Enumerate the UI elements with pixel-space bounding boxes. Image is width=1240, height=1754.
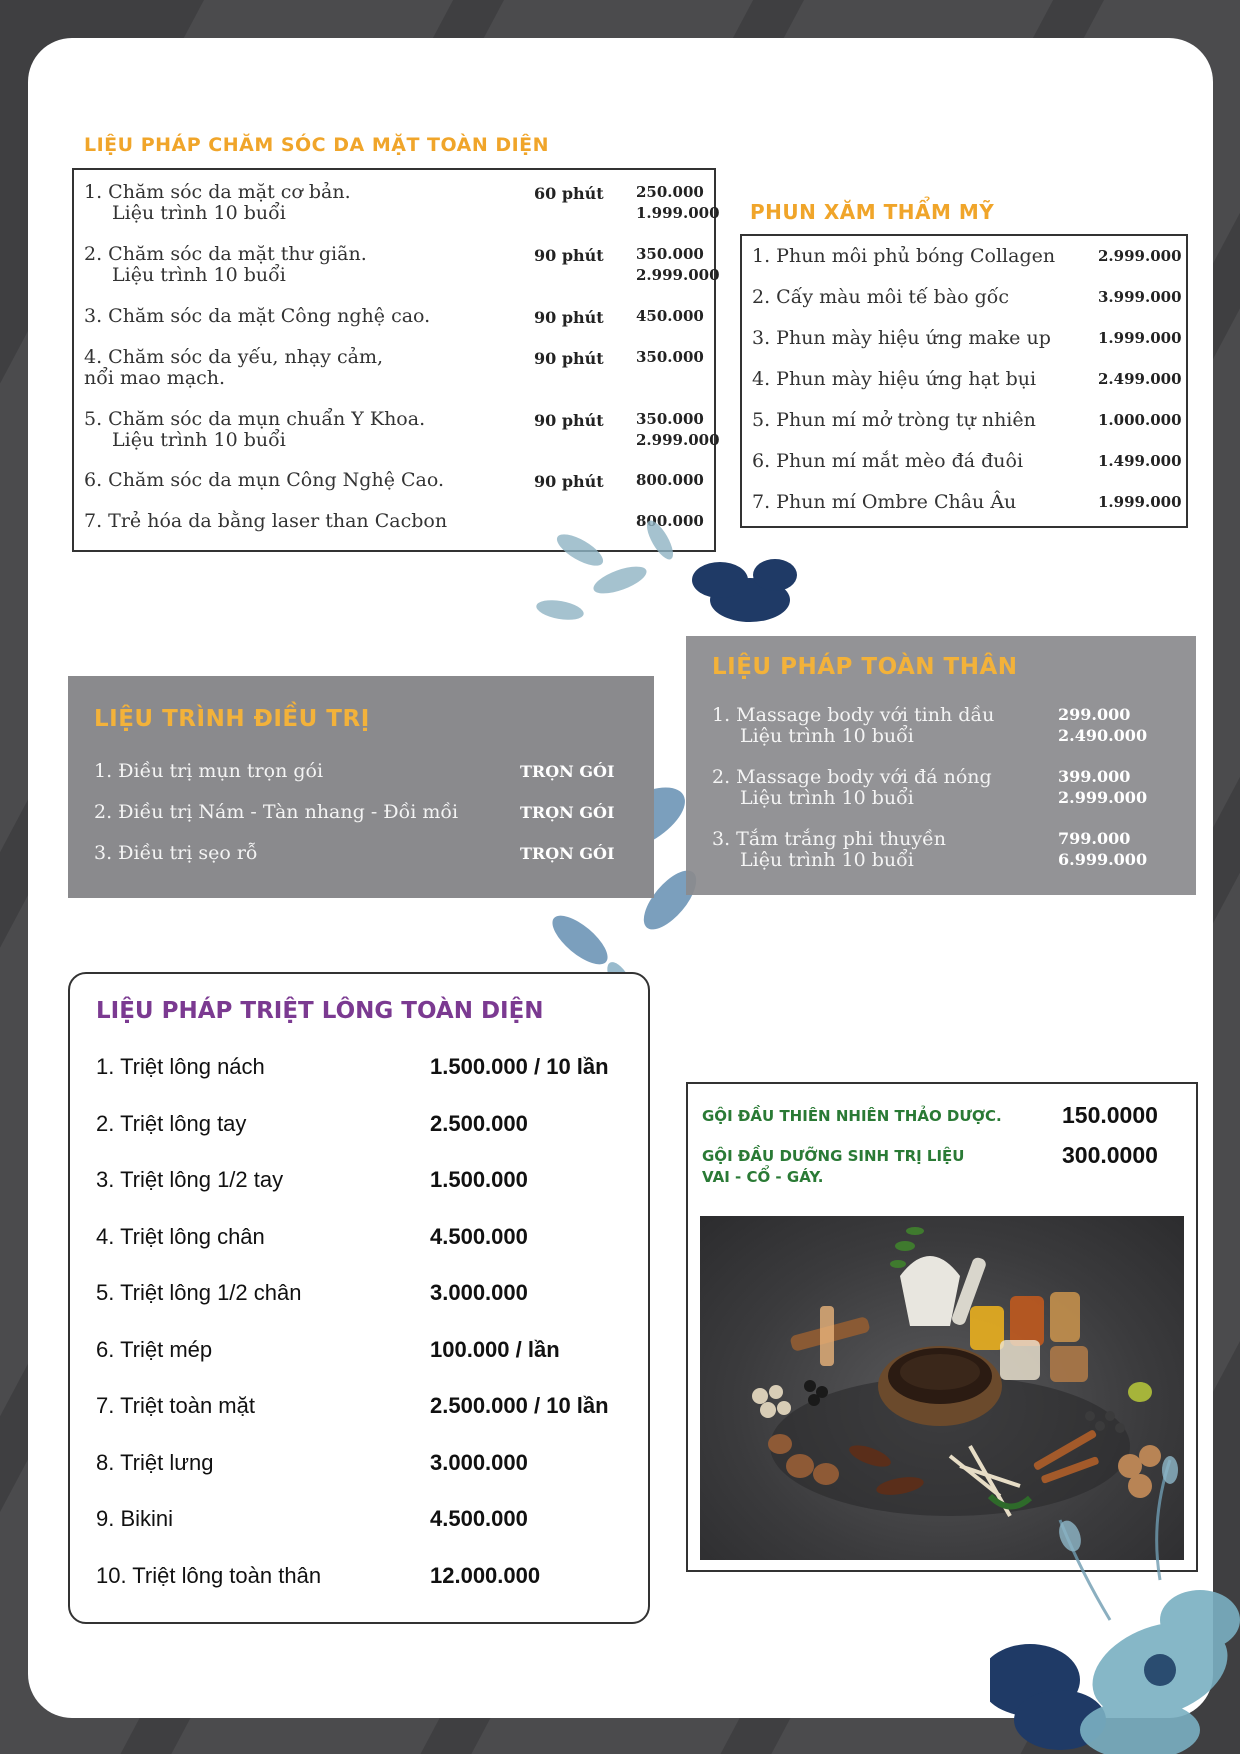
item-name: 1. Massage body với tinh dầu (712, 704, 995, 726)
item-name: 7. Phun mí Ombre Châu Âu (752, 491, 1017, 513)
item-price: 3.999.000 (1098, 288, 1182, 306)
item-price: 3.000.000 (430, 1280, 528, 1305)
item-price: 1.999.000 (1098, 493, 1182, 511)
item-price: 1.499.000 (1098, 452, 1182, 470)
item-name: 5. Triệt lông 1/2 chân (96, 1280, 302, 1305)
item-sub: VAI - CỔ - GÁY. (702, 1168, 824, 1186)
item-price: 1.999.000 (1098, 329, 1182, 347)
item-sub: Liệu trình 10 buổi (740, 725, 914, 747)
treatment-panel (68, 676, 654, 898)
item-name: 8. Triệt lưng (96, 1450, 214, 1475)
item-name: 5. Phun mí mở tròng tự nhiên (752, 409, 1036, 431)
item-price: 4.500.000 (430, 1224, 528, 1249)
item-name: 2. Massage body với đá nóng (712, 766, 992, 788)
item-tag: TRỌN GÓI (520, 762, 615, 781)
floral-corner-decoration-icon (990, 1440, 1240, 1754)
item-name: 4. Triệt lông chân (96, 1224, 265, 1249)
item-price-package: 1.999.000 (636, 204, 720, 222)
item-price-package: 2.490.000 (1058, 726, 1148, 745)
item-price: 299.000 (1058, 705, 1131, 724)
body-panel (686, 636, 1196, 895)
item-duration: 90 phút (534, 349, 604, 368)
item-sub: Liệu trình 10 buổi (740, 849, 914, 871)
item-name: 10. Triệt lông toàn thân (96, 1563, 322, 1588)
item-price-package: 2.999.000 (636, 431, 720, 449)
item-duration: 60 phút (534, 184, 604, 203)
item-price-package: 2.999.000 (636, 266, 720, 284)
item-price: 799.000 (1058, 829, 1131, 848)
item-price: 4.500.000 (430, 1506, 528, 1531)
item-price: 300.0000 (1062, 1142, 1158, 1168)
item-name: 6. Phun mí mắt mèo đá đuôi (752, 450, 1024, 472)
item-sub: Liệu trình 10 buổi (112, 429, 286, 451)
item-name: 1. Chăm sóc da mặt cơ bản. (84, 181, 351, 203)
item-price: 350.000 (636, 410, 704, 428)
tattoo-price-table (740, 234, 1188, 528)
item-price: 1.500.000 (430, 1167, 528, 1192)
item-name: GỘI ĐẦU DƯỠNG SINH TRỊ LIỆU (702, 1147, 965, 1165)
item-price: 800.000 (636, 471, 704, 489)
item-name: 2. Chăm sóc da mặt thư giãn. (84, 243, 367, 265)
item-name: 1. Điều trị mụn trọn gói (94, 760, 324, 782)
item-name: 4. Phun mày hiệu ứng hạt bụi (752, 368, 1037, 390)
item-sub: Liệu trình 10 buổi (112, 202, 286, 224)
item-name: 6. Triệt mép (96, 1337, 213, 1362)
item-name: 6. Chăm sóc da mụn Công Nghệ Cao. (84, 469, 444, 491)
item-price: 3.000.000 (430, 1450, 528, 1475)
item-name: 3. Điều trị sẹo rỗ (94, 842, 258, 864)
item-price: 800.000 (636, 512, 704, 530)
item-price: 1.000.000 (1098, 411, 1182, 429)
item-price: 450.000 (636, 307, 704, 325)
item-name: 4. Chăm sóc da yếu, nhạy cảm, (84, 346, 384, 368)
item-price: 2.500.000 (430, 1111, 528, 1136)
item-name: 3. Phun mày hiệu ứng make up (752, 327, 1051, 349)
facial-section-title: LIỆU PHÁP CHĂM SÓC DA MẶT TOÀN DIỆN (84, 134, 550, 156)
item-name: 3. Chăm sóc da mặt Công nghệ cao. (84, 305, 431, 327)
item-name: 3. Triệt lông 1/2 tay (96, 1167, 284, 1192)
item-tag: TRỌN GÓI (520, 844, 615, 863)
item-duration: 90 phút (534, 308, 604, 327)
item-price-package: 6.999.000 (1058, 850, 1148, 869)
item-price: 1.500.000 / 10 lần (430, 1054, 609, 1079)
item-price-package: 2.999.000 (1058, 788, 1148, 807)
item-name: 5. Chăm sóc da mụn chuẩn Y Khoa. (84, 408, 426, 430)
item-name: 2. Cấy màu môi tế bào gốc (752, 286, 1010, 308)
item-price: 399.000 (1058, 767, 1131, 786)
item-price: 350.000 (636, 245, 704, 263)
item-price: 2.999.000 (1098, 247, 1182, 265)
item-duration: 90 phút (534, 246, 604, 265)
item-price: 12.000.000 (430, 1563, 541, 1588)
facial-price-table (72, 168, 720, 552)
item-name: 2. Điều trị Nám - Tàn nhang - Đồi mồi (94, 801, 459, 823)
item-name: 3. Tắm trắng phi thuyền (712, 828, 946, 850)
item-price: 100.000 / lần (430, 1337, 560, 1362)
item-price: 350.000 (636, 348, 704, 366)
item-sub: Liệu trình 10 buổi (740, 787, 914, 809)
item-name: 2. Triệt lông tay (96, 1111, 247, 1136)
item-price: 250.000 (636, 183, 704, 201)
item-sub: Liệu trình 10 buổi (112, 264, 286, 286)
item-name: 9. Bikini (96, 1506, 174, 1531)
item-price: 2.499.000 (1098, 370, 1182, 388)
item-name: GỘI ĐẦU THIÊN NHIÊN THẢO DƯỢC. (702, 1107, 1002, 1125)
item-tag: TRỌN GÓI (520, 803, 615, 822)
tattoo-section-title: PHUN XĂM THẨM MỸ (750, 200, 995, 224)
laser-section-title: LIỆU PHÁP TRIỆT LÔNG TOÀN DIỆN (96, 998, 544, 1024)
item-name: 7. Trẻ hóa da bằng laser than Cacbon (84, 510, 448, 532)
item-duration: 90 phút (534, 411, 604, 430)
item-name: 7. Triệt toàn mặt (96, 1393, 255, 1418)
item-sub: nổi mao mạch. (84, 367, 226, 389)
item-name: 1. Triệt lông nách (96, 1054, 265, 1079)
laser-hair-removal-panel (68, 972, 650, 1624)
item-price: 2.500.000 / 10 lần (430, 1393, 609, 1418)
treatment-section-title: LIỆU TRÌNH ĐIỀU TRỊ (94, 706, 370, 732)
item-price: 150.0000 (1062, 1102, 1158, 1128)
body-section-title: LIỆU PHÁP TOÀN THÂN (712, 654, 1018, 680)
item-name: 1. Phun môi phủ bóng Collagen (752, 245, 1056, 267)
item-duration: 90 phút (534, 472, 604, 491)
